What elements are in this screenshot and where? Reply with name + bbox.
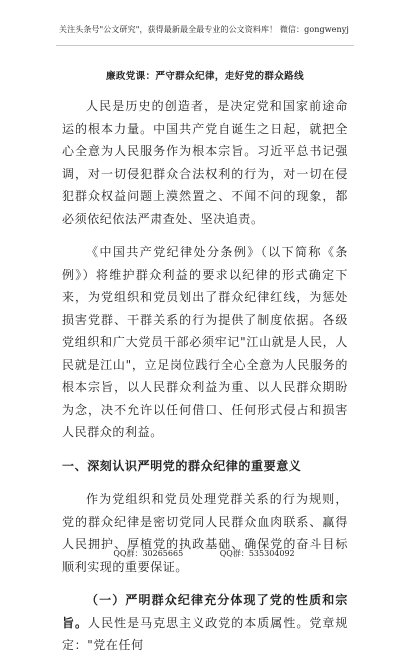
paragraph-2: 《中国共产党纪律处分条例》（以下简称《条例》）将维护群众利益的要求以纪律的形式确定下来，为党组织和党员划出了群众纪律红线，为惩处损害党群、干群关系的行为提供了制度依据。各级党组织和广大党员干部必须牢记"江山就是人民，人民就是江山"，立足岗位践行全心全意为人民服务的根本宗旨，以人民群众利益为重、以人民群众期盼为念，决不允许以任何借口、任何形式侵占和损害人民群众的利益。 (62, 245, 348, 439)
page-footer (0, 548, 408, 559)
paragraph-1: 人民是历史的创造者，是决定党和国家前途命运的根本力量。中国共产党自诞生之日起，就把全心全意为人民服务作为根本宗旨。习近平总书记强调，对一切侵犯群众合法权利的行为，对一切在侵犯群众权益问题上漠然置之、不闻不问的现象，都必须依纪依法严肃查处、坚决追责。 (62, 99, 348, 226)
page-header (0, 24, 408, 35)
subsection-heading: （一）严明群众纪律充分体现了党的性质和宗旨。 (62, 593, 348, 630)
section-heading: 一、深刻认识严明党的群众纪律的重要意义 (62, 458, 302, 473)
section-paragraph: 作为党组织和党员处理党群关系的行为规则，党的群众纪律是密切党同人民群众血肉联系、赢得人民拥护、厚植党的执政基础、确保党的奋斗目标顺利实现的重要保证。 (62, 492, 348, 574)
header-divider (56, 45, 354, 46)
subsection-text: 人民性是马克思主义政党的本质属性。党章规定："党在任何 (62, 615, 348, 652)
footer-qq-1: QQ群：30265665 (113, 549, 184, 558)
footer-qq-2: QQ群：535304092 (219, 549, 295, 558)
subsection-paragraph (62, 589, 348, 657)
header-text: 关注头条号"公文研究"，获得最新最全最专业的公文资料库！ 微信：gongwenyj (59, 25, 349, 34)
document-body (62, 68, 348, 657)
document-title: 廉政党课：严守群众纪律，走好党的群众路线 (105, 71, 304, 82)
